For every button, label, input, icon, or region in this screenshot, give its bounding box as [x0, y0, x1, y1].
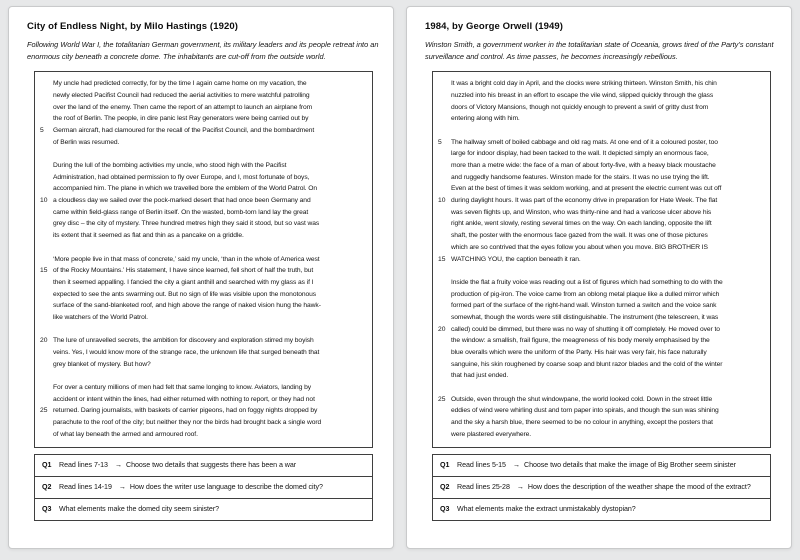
extract-text: accompanied him. The plane in which we travelled bore the emblem of the World Patrol. On: [53, 185, 318, 193]
line-number: [433, 148, 451, 160]
extract-text: then it seemed appalling. I fancied the city a giant anthill and searched with my glass as if I: [53, 278, 314, 286]
extract-text: that had just ended.: [451, 372, 509, 380]
line-number: [433, 230, 451, 242]
extract-text: Outside, even through the shut windowpane, the world looked cold. Down in the street little: [451, 395, 713, 403]
line-number: 15: [40, 267, 48, 275]
question-content: [59, 505, 219, 513]
extract-text: returned. Daring journalists, with baskets of carrier pigeons, had on foggy nights dropped by: [53, 407, 318, 415]
extract-text: accident or intent within the lines, had either returned with nothing to report, or they had not: [53, 395, 315, 403]
line-number: [35, 254, 53, 266]
extract-text: of Berlin was resumed.: [53, 138, 120, 146]
extract-text: somewhat, though the words were still distinguishable. The instrument (the telescreen, it was: [451, 313, 719, 321]
line-number: [35, 218, 53, 230]
arrow-right-icon: →: [118, 483, 126, 491]
extract-text: sanguine, his skin roughened by coarse soap and blunt razor blades and the cold of the winter: [451, 360, 723, 368]
extract-text: Administration, had obtained permission to fly over Europe, and I, most fortunate of boys,: [53, 173, 310, 181]
extract-text: were plastered everywhere.: [451, 430, 532, 438]
extract-line: [35, 405, 372, 417]
line-number: [433, 207, 451, 219]
line-number: [35, 382, 53, 394]
extract-line: [35, 382, 372, 394]
page-left-inner: [9, 7, 393, 521]
line-number: [433, 265, 451, 277]
line-number: [35, 429, 53, 441]
question-content: [457, 461, 736, 469]
extract-line: [35, 289, 372, 301]
line-number: [35, 78, 53, 90]
extract-text: It was a bright cold day in April, and the clocks were striking thirteen. Winston Smith, his chin: [451, 80, 717, 88]
extract-text: entering along with him.: [451, 115, 520, 123]
extract-text: over the land of the enemy. Then came the report of an attempt to launch an airplane from: [53, 103, 313, 111]
line-number: [433, 370, 451, 382]
line-number: [433, 172, 451, 184]
question-list: [432, 454, 771, 521]
extract-line: [433, 160, 770, 172]
extract-line: [433, 102, 770, 114]
extract-line: [433, 324, 770, 336]
extract-line: [35, 195, 372, 207]
line-number: [433, 335, 451, 347]
extract-line: [35, 183, 372, 195]
extract-line: [433, 359, 770, 371]
line-number: 20: [40, 337, 48, 345]
line-number: [433, 359, 451, 371]
extract-line: [35, 347, 372, 359]
question-label: Q2: [440, 483, 450, 491]
extract-text: called) could be dimmed, but there was no way of shutting it off completely. He moved over to: [451, 325, 720, 333]
question-content: [59, 461, 296, 469]
line-number: [35, 312, 53, 324]
line-number: [35, 394, 53, 406]
line-number: [433, 405, 451, 417]
page-title: City of Endless Night, by Milo Hastings (1920): [27, 21, 238, 32]
question-row: [432, 454, 771, 477]
extract-text: The lure of unravelled secrets, the ambition for discovery and exploration stirred my boyish: [53, 337, 314, 345]
line-number: [433, 125, 451, 137]
line-number: 20: [438, 325, 446, 333]
extract-text: and the sky a harsh blue, there seemed to be no colour in anything, except the posters that: [451, 419, 713, 427]
question-line-range: Read lines 5-15: [457, 461, 506, 469]
extract-line: [433, 300, 770, 312]
extract-line: [433, 230, 770, 242]
page-left: [8, 6, 394, 549]
line-number: [35, 324, 53, 336]
line-number: [35, 172, 53, 184]
line-number: [35, 242, 53, 254]
line-number: [433, 429, 451, 441]
extract-line: [35, 102, 372, 114]
extract-paragraph-gap: [433, 125, 770, 137]
extract-text: My uncle had predicted correctly, for by the time I again came home on my vacation, the: [53, 80, 307, 88]
question-row: [34, 454, 373, 477]
line-number: [433, 113, 451, 125]
extract-line: [35, 90, 372, 102]
line-number: [35, 289, 53, 301]
extract-text: came within field-glass range of Berlin itself. On the wasted, bomb-torn land lay the great: [53, 208, 309, 216]
line-number: [35, 277, 53, 289]
extract-line: [433, 148, 770, 160]
extract-paragraph-gap: [35, 370, 372, 382]
line-number: 25: [438, 395, 446, 403]
extract-line: [35, 265, 372, 277]
line-number: [433, 300, 451, 312]
line-number: [433, 78, 451, 90]
extract-text: blue overalls which were the uniform of the Party. His hair was very fair, his face naturally: [451, 349, 707, 356]
extract-line: [433, 78, 770, 90]
extract-text: formed part of the surface of the right-hand wall. Winston turned a switch and the voice sank: [451, 302, 717, 310]
question-text: How does the writer use language to describe the domed city?: [129, 483, 323, 491]
line-number: [433, 183, 451, 195]
extract-line: [433, 405, 770, 417]
extract-line: [35, 113, 372, 125]
line-number: 10: [438, 197, 446, 205]
extract-text: large for indoor display, had been tacked to the wall. It depicted simply an enormous face,: [451, 150, 709, 158]
line-number: [433, 90, 451, 102]
question-content: [59, 483, 323, 491]
extract-text: Inside the flat a fruity voice was reading out a list of figures which had something to do with the: [451, 278, 723, 286]
extract-line: [35, 137, 372, 149]
arrow-right-icon: →: [114, 461, 122, 469]
line-number: 15: [438, 255, 446, 263]
extract-text: was seven flights up, and Winston, who was thirty-nine and had a varicose ulcer above his: [451, 208, 712, 216]
question-text: What elements make the extract unmistakably dystopian?: [457, 505, 636, 513]
intro-summary: Winston Smith, a government worker in the totalitarian state of Oceania, grows tired of the Party’s constant surveillance and control. As time passes, he becomes increasingly rebellious.: [425, 40, 774, 61]
extract-text: veins. Yes, I would know more of the strange race, the unknown life that surged beneath that: [53, 349, 320, 356]
question-content: [457, 483, 751, 491]
extract-line: [35, 78, 372, 90]
extract-text: its extent that it seemed as flat and thin as a pancake on a griddle.: [53, 232, 244, 240]
extract-line: [433, 312, 770, 324]
extract-line: [35, 218, 372, 230]
line-number: [35, 207, 53, 219]
extract-line: [433, 172, 770, 184]
extract-text: grey disc – the city of mystery. Three hundred metres high they said it stood, but so vast was: [53, 220, 320, 228]
extract-text: which are so contrived that the eyes follow you about when you move. BIG BROTHER IS: [451, 243, 708, 251]
extract-box: [34, 71, 373, 447]
extract-text: expected to see the ants swarming out. But no sign of life was visible upon the monotonous: [53, 290, 317, 298]
extract-text: grey blanket of mystery. But how?: [53, 360, 151, 368]
intro-summary: Following World War I, the totalitarian German government, its military leaders and its people retreat into an enormous city beneath a concrete dome. The inhabitants are cut-off from the outside world.: [27, 40, 379, 61]
line-number: [35, 230, 53, 242]
extract-text: right ankle, went slowly, resting several times on the way. On each landing, opposite the lift: [451, 220, 712, 228]
extract-line: [35, 335, 372, 347]
line-number: [433, 160, 451, 172]
extract-text: doors of Victory Mansions, though not quickly enough to prevent a swirl of gritty dust from: [451, 103, 709, 111]
extract-line: [433, 90, 770, 102]
extract-line: [433, 289, 770, 301]
extract-text: During the lull of the bombing activities my uncle, who stood high with the Pacifist: [53, 162, 287, 169]
question-text: How does the description of the weather shape the mood of the extract?: [527, 483, 751, 491]
extract-line: [433, 137, 770, 149]
question-row: [432, 498, 771, 521]
question-list: [34, 454, 373, 521]
extract-text: The hallway smelt of boiled cabbage and old rag mats. At one end of it a coloured poster, too: [451, 138, 718, 146]
extract-text: Even at the best of times it was seldom working, and at present the electric current was cut off: [451, 185, 722, 193]
extract-line: [35, 394, 372, 406]
line-number: [35, 113, 53, 125]
page-right-inner: [407, 7, 791, 521]
extract-text: and ruggedly handsome features. Winston made for the stairs. It was no use trying the lift.: [451, 173, 710, 181]
extract-line: [433, 113, 770, 125]
page-right: [406, 6, 792, 549]
line-number: [35, 160, 53, 172]
line-number: [35, 102, 53, 114]
question-line-range: Read lines 14-19: [59, 483, 112, 491]
extract-text: eddies of wind were whirling dust and torn paper into spirals, and though the sun was shining: [451, 407, 719, 415]
extract-line: [35, 417, 372, 429]
line-number: [35, 370, 53, 382]
question-label: Q1: [42, 461, 52, 469]
extract-text: ‘More people live in that mass of concrete,’ said my uncle, ‘than in the whole of America west: [53, 255, 320, 263]
extract-line: [35, 160, 372, 172]
line-number: [433, 242, 451, 254]
line-number: [35, 300, 53, 312]
question-line-range: Read lines 25-28: [457, 483, 510, 491]
arrow-right-icon: →: [512, 461, 520, 469]
line-number: [433, 218, 451, 230]
extract-line: [433, 417, 770, 429]
question-label: Q3: [42, 505, 52, 513]
extract-paragraph-gap: [433, 265, 770, 277]
extract-line: [433, 207, 770, 219]
extract-text: a cloudless day we sailed over the pock-marked desert that had once been Germany and: [53, 197, 311, 205]
line-number: [433, 417, 451, 429]
question-line-range: Read lines 7-13: [59, 461, 108, 469]
question-content: [457, 505, 636, 513]
line-number: 25: [40, 407, 48, 415]
line-number: [35, 347, 53, 359]
extract-text: WATCHING YOU, the caption beneath it ran.: [451, 255, 581, 263]
extract-text: For over a century millions of men had felt that same longing to know. Aviators, landing by: [53, 384, 312, 392]
line-number: [35, 90, 53, 102]
extract-text: shaft, the poster with the enormous face gazed from the wall. It was one of those pictures: [451, 232, 708, 240]
extract-text: German aircraft, had clamoured for the recall of the Pacifist Council, and the bombardment: [53, 126, 315, 134]
extract-line: [35, 172, 372, 184]
extract-box: [432, 71, 771, 447]
line-number: [35, 183, 53, 195]
line-number: [433, 102, 451, 114]
question-label: Q3: [440, 505, 450, 513]
question-text: Choose two details that suggests there has been a war: [126, 461, 297, 469]
extract-line: [433, 242, 770, 254]
extract-text: of what lay beneath the armed and armoured roof.: [53, 430, 198, 438]
extract-text: parachute to the roof of the city; but neither they nor the birds had brought back a single word: [53, 419, 322, 427]
extract-line: [433, 195, 770, 207]
extract-line: [35, 300, 372, 312]
arrow-right-icon: →: [516, 483, 524, 491]
extract-text: of the Rocky Mountains.’ His statement, I have since learned, fell short of half the truth, but: [53, 267, 314, 275]
line-number: [35, 148, 53, 160]
extract-line: [433, 335, 770, 347]
question-row: [34, 476, 373, 499]
line-number: [433, 289, 451, 301]
extract-line: [35, 312, 372, 324]
extract-line: [433, 347, 770, 359]
line-number: 5: [40, 126, 44, 134]
extract-text: more than a metre wide: the face of a man of about forty-five, with a heavy black moustache: [451, 162, 716, 169]
question-label: Q2: [42, 483, 52, 491]
line-number: [433, 347, 451, 359]
extract-line: [35, 277, 372, 289]
extract-line: [433, 218, 770, 230]
extract-line: [433, 254, 770, 266]
extract-line: [433, 183, 770, 195]
extract-text: during daylight hours. It was part of the economy drive in preparation for Hate Week. The flat: [451, 197, 718, 205]
extract-text: newly elected Pacifist Council had reduced the aerial activities to mere watchful patrolling: [53, 91, 310, 99]
question-text: Choose two details that make the image of Big Brother seem sinister: [524, 461, 736, 469]
extract-line: [433, 429, 770, 441]
question-row: [432, 476, 771, 499]
extract-text: like watchers of the World Patrol.: [53, 313, 148, 321]
extract-text: nuzzled into his breast in an effort to escape the vile wind, slipped quickly through the glass: [451, 91, 714, 99]
extract-paragraph-gap: [35, 148, 372, 160]
extract-paragraph-gap: [35, 324, 372, 336]
extract-line: [35, 359, 372, 371]
extract-line: [35, 254, 372, 266]
extract-text: the window: a smallish, frail figure, the meagreness of his body merely emphasised by the: [451, 337, 710, 345]
extract-paragraph-gap: [433, 382, 770, 394]
line-number: [35, 137, 53, 149]
line-number: 10: [40, 197, 48, 205]
extract-line: [35, 207, 372, 219]
extract-paragraph-gap: [35, 242, 372, 254]
extract-line: [35, 125, 372, 137]
line-number: 5: [438, 138, 442, 146]
question-label: Q1: [440, 461, 450, 469]
question-text: What elements make the domed city seem sinister?: [59, 505, 220, 513]
extract-text: the roof of Berlin. The people, in dire panic lest Ray generators were being carried out by: [53, 115, 309, 123]
line-number: [35, 417, 53, 429]
line-number: [433, 382, 451, 394]
extract-line: [433, 277, 770, 289]
line-number: [35, 359, 53, 371]
extract-line: [35, 230, 372, 242]
line-number: [433, 277, 451, 289]
extract-line: [433, 394, 770, 406]
page-title: 1984, by George Orwell (1949): [425, 21, 564, 32]
extract-text: surface of the sand-blanketed roof, and high above the range of naked vision hung the hawk-: [53, 302, 321, 310]
line-number: [433, 312, 451, 324]
extract-line: [35, 429, 372, 441]
question-row: [34, 498, 373, 521]
extract-text: production of pig-iron. The voice came from an oblong metal plaque like a dulled mirror which: [451, 290, 720, 298]
extract-line: [433, 370, 770, 382]
